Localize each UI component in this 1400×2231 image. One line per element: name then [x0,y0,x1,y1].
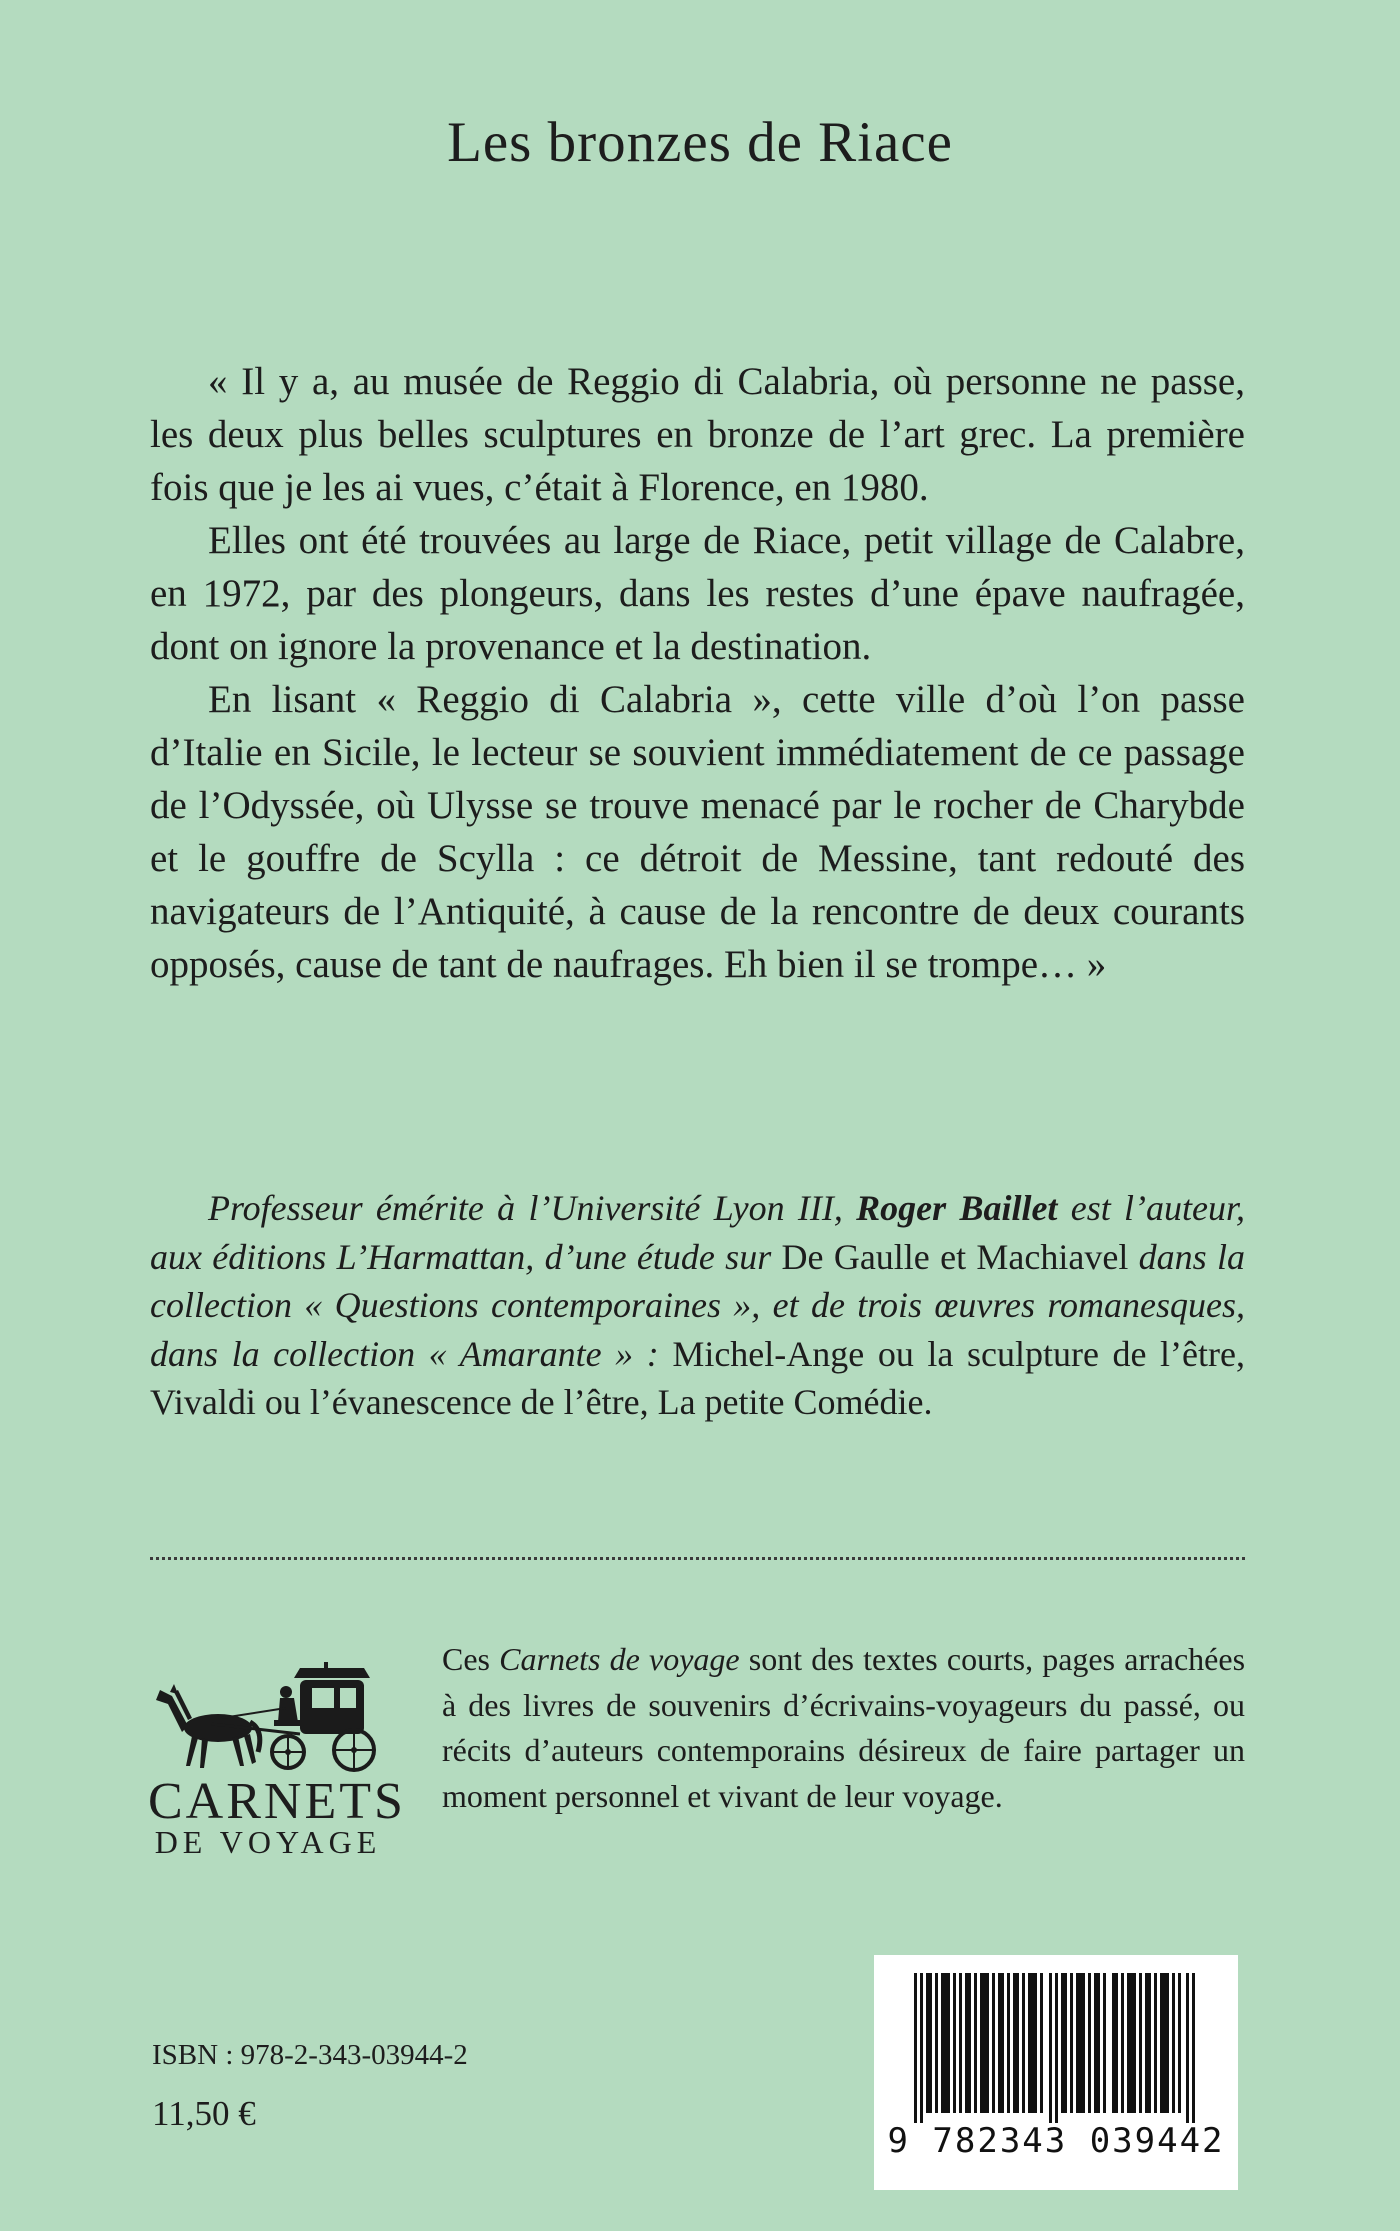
author-name: Roger Baillet [856,1188,1058,1228]
barcode [874,1955,1238,2190]
collection-desc-text: Ces [442,1641,500,1677]
isbn: ISBN : 978-2-343-03944-2 [152,2039,468,2071]
barcode-bars [914,1973,1198,2123]
collection-desc-text: sont des textes courts, pages arrachées à des livres de souvenirs d’écrivains-voyageurs du passé, ou récits d’auteurs contemporains désireux de faire partager un moment personnel et vivant de leur voyage. [442,1641,1246,1814]
barcode-digits: 9 782343 039442 [887,2121,1225,2161]
book-title: Les bronzes de Riace [447,111,953,174]
collection-description [442,1637,1245,1819]
work-title: De Gaulle et Machiavel [781,1236,1129,1277]
author-bio-text: dans la collection « Questions contemporaines », et de trois œuvres romanesques, dans la collection « Amarante » : [150,1236,1245,1374]
collection-name: Carnets de voyage [499,1641,740,1677]
collection-logo-subword: DE VOYAGE [154,1824,382,1860]
back-cover-blurb [150,355,1245,991]
collection-logo-word: CARNETS [148,1773,406,1830]
author-bio [150,1184,1245,1427]
price: 11,50 € [152,2094,256,2133]
author-bio-text: Professeur émérite à l’Université Lyon III, [208,1188,857,1228]
horse-carriage-icon [148,1648,388,1778]
blurb-paragraph: En lisant « Reggio di Calabria », cette ville d’où l’on passe d’Italie en Sicile, le lecteur se souvient immédiatement de ce passage de l’Odyssée, où Ulysse se trouve menacé par le rocher de Charybde et le gouffre de Scylla : ce détroit de Messine, tant redouté des navigateurs de l’Antiquité, à cause de la rencontre de deux courants opposés, cause de tant de naufrages. Eh bien il se trompe… » [150,678,1245,986]
blurb-paragraph: « Il y a, au musée de Reggio di Calabria, où personne ne passe, les deux plus belles sculptures en bronze de l’art grec. La première fois que je les ai vues, c’était à Florence, en 1980. [150,360,1245,509]
author-bio-text: est l’auteur, aux éditions L’Harmattan, d’une étude sur [150,1188,1246,1277]
collection-logo [148,1648,406,1868]
blurb-paragraph: Elles ont été trouvées au large de Riace, petit village de Calabre, en 1972, par des plongeurs, dans les restes d’une épave naufragée, dont on ignore la provenance et la destination. [150,519,1245,668]
dotted-separator [150,1557,1245,1560]
work-titles: Michel-Ange ou la sculpture de l’être, Vivaldi ou l’évanescence de l’être, La petite Comédie. [150,1333,1245,1422]
